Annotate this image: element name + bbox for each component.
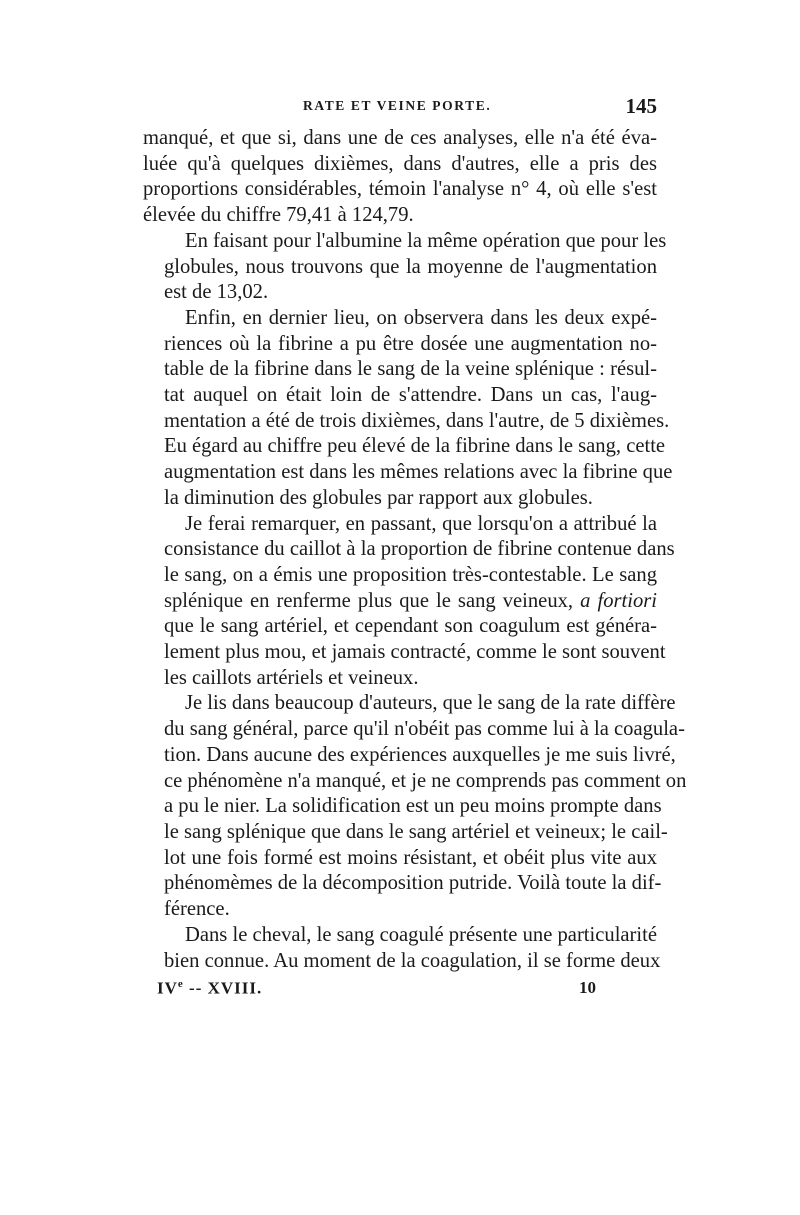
signature-prefix: IV	[157, 978, 178, 998]
text-line: phénomèmes de la décomposition putride. Voilà toute la dif-	[164, 872, 662, 895]
text-line: manqué, et que si, dans une de ces analyses, elle n'a été éva-	[143, 127, 657, 149]
page-number: 145	[625, 94, 657, 118]
signature-mark	[157, 978, 262, 999]
text-line: Je lis dans beaucoup d'auteurs, que le sang de la rate diffère	[185, 692, 676, 715]
text-line: tat auquel on était loin de s'attendre. Dans un cas, l'aug-	[164, 384, 657, 407]
running-head	[143, 96, 657, 126]
running-title: RATE ET VEINE PORTE.	[303, 98, 492, 113]
text-line: la diminution des globules par rapport aux globules.	[164, 486, 593, 509]
text-line: le sang splénique que dans le sang artériel et veineux; le cail-	[164, 820, 668, 843]
paragraph-2	[143, 229, 667, 306]
text-line: globules, nous trouvons que la moyenne de l'augmentation	[164, 255, 657, 278]
text-line: férence.	[164, 898, 230, 921]
text-line: augmentation est dans les mêmes relations avec la fibrine que	[164, 461, 673, 484]
signature-suffix: -- XVIII.	[183, 978, 263, 998]
text-line: les caillots artériels et veineux.	[164, 666, 419, 689]
text-fragment: splénique en renferme plus que le sang veineux,	[164, 589, 581, 612]
page-footer	[143, 978, 657, 1004]
text-line: lement plus mou, et jamais contracté, comme le sont souvent	[164, 641, 666, 664]
text-line: que le sang artériel, et cependant son coagulum est généra-	[164, 615, 657, 638]
paragraph-5	[143, 691, 687, 922]
text-line: En faisant pour l'albumine la même opération que pour les	[185, 229, 667, 252]
text-line: consistance du caillot à la proportion de fibrine contenue dans	[164, 538, 675, 561]
text-line: ce phénomène n'a manqué, et je ne comprends pas comment on	[164, 769, 687, 792]
text-line: lot une fois formé est moins résistant, et obéit plus vite aux	[164, 846, 657, 869]
paragraph-1	[143, 126, 657, 229]
text-line: Enfin, en dernier lieu, on observera dans les deux expé-	[185, 306, 657, 329]
text-line: riences où la fibrine a pu être dosée une augmentation no-	[164, 332, 657, 355]
paragraph-3	[143, 306, 673, 512]
text-line: est de 13,02.	[164, 281, 269, 304]
text-line: le sang, on a émis une proposition très-contestable. Le sang	[164, 563, 657, 586]
text-line: table de la fibrine dans le sang de la veine splénique : résul-	[164, 358, 657, 381]
body-text	[143, 126, 687, 974]
italic-phrase: a fortiori	[580, 589, 657, 612]
text-line: mentation a été de trois dixièmes, dans l'autre, de 5 dixièmes.	[164, 409, 670, 432]
text-line: élevée du chiffre 79,41 à 124,79.	[143, 204, 414, 227]
book-page	[143, 94, 687, 1004]
text-line: Je ferai remarquer, en passant, que lorsqu'on a attribué la	[185, 512, 657, 535]
paragraph-4	[143, 512, 675, 692]
signature-superscript: e	[177, 978, 184, 991]
text-line: luée qu'à quelques dixièmes, dans d'autres, elle a pris des	[143, 152, 657, 175]
text-line: bien connue. Au moment de la coagulation, il se forme deux	[164, 949, 661, 972]
text-line: a pu le nier. La solidification est un peu moins prompte dans	[164, 795, 662, 818]
text-line: proportions considérables, témoin l'analyse n° 4, où elle s'est	[143, 178, 657, 201]
paragraph-6	[143, 923, 661, 974]
text-line: du sang général, parce qu'il n'obéit pas comme lui à la coagula-	[164, 718, 685, 741]
sheet-number: 10	[579, 978, 596, 998]
text-line: Eu égard au chiffre peu élevé de la fibrine dans le sang, cette	[164, 435, 666, 458]
text-line-with-italic	[143, 589, 657, 615]
text-line: tion. Dans aucune des expériences auxquelles je me suis livré,	[164, 743, 676, 766]
text-line: Dans le cheval, le sang coagulé présente une particularité	[185, 923, 657, 946]
